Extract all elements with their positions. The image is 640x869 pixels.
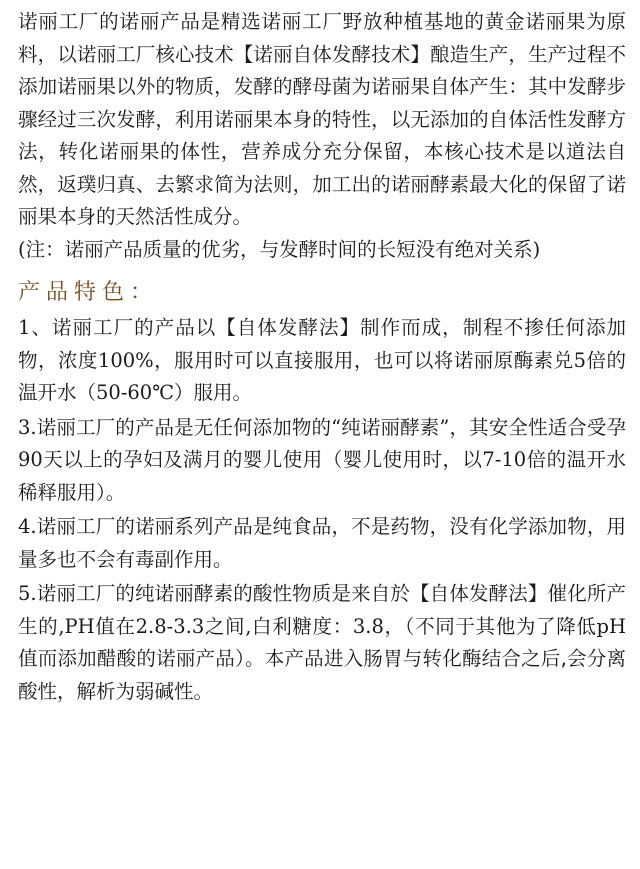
feature-item-1: 1、诺丽工厂的产品以【自体发酵法】制作而成，制程不掺任何添加物，浓度100%，服用时可以直接服用，也可以将诺丽原酶素兑5倍的温开水（50-60℃）服用。	[18, 316, 626, 404]
features-heading: 产品特色：	[18, 280, 159, 305]
note-line: (注：诺丽产品质量的优劣，与发酵时间的长短没有绝对关系)	[18, 237, 541, 261]
feature-item-4: 4.诺丽工厂的诺丽系列产品是纯食品，不是药物，没有化学添加物，用量多也不会有毒副作用。	[18, 515, 626, 571]
feature-item-5-emphasis: 本产品进入肠胃与转化酶结合之后,会分离酸性，解析为弱碱性。	[18, 647, 626, 703]
feature-item-5-text: 5.诺丽工厂的纯诺丽酵素的酸性物质是来自於【自体发酵法】催化所产生的,PH值在2.8-3.3之间,白利糖度：3.8，（不同于其他为了降低pH值而添加醋酸的诺丽产品）。	[18, 582, 626, 670]
intro-paragraph: 诺丽工厂的诺丽产品是精选诺丽工厂野放种植基地的黄金诺丽果为原料，以诺丽工厂核心技术【诺丽自体发酵技术】酿造生产，生产过程不添加诺丽果以外的物质，发酵的酵母菌为诺丽果自体产生：其中发酵步骤经过三次发酵，利用诺丽果本身的特性，以无添加的自体活性发酵方法，转化诺丽果的体性，营养成分充分保留，本核心技术是以道法自然，返璞归真、去繁求简为法则，加工出的诺丽酵素最大化的保留了诺丽果本身的天然活性成分。	[18, 10, 626, 228]
feature-item-5	[18, 578, 626, 708]
feature-item-3: 3.诺丽工厂的产品是无任何添加物的“纯诺丽酵素”，其安全性适合受孕90天以上的孕妇及满月的婴儿使用（婴儿使用时，以7-10倍的温开水稀释服用）。	[18, 415, 626, 504]
